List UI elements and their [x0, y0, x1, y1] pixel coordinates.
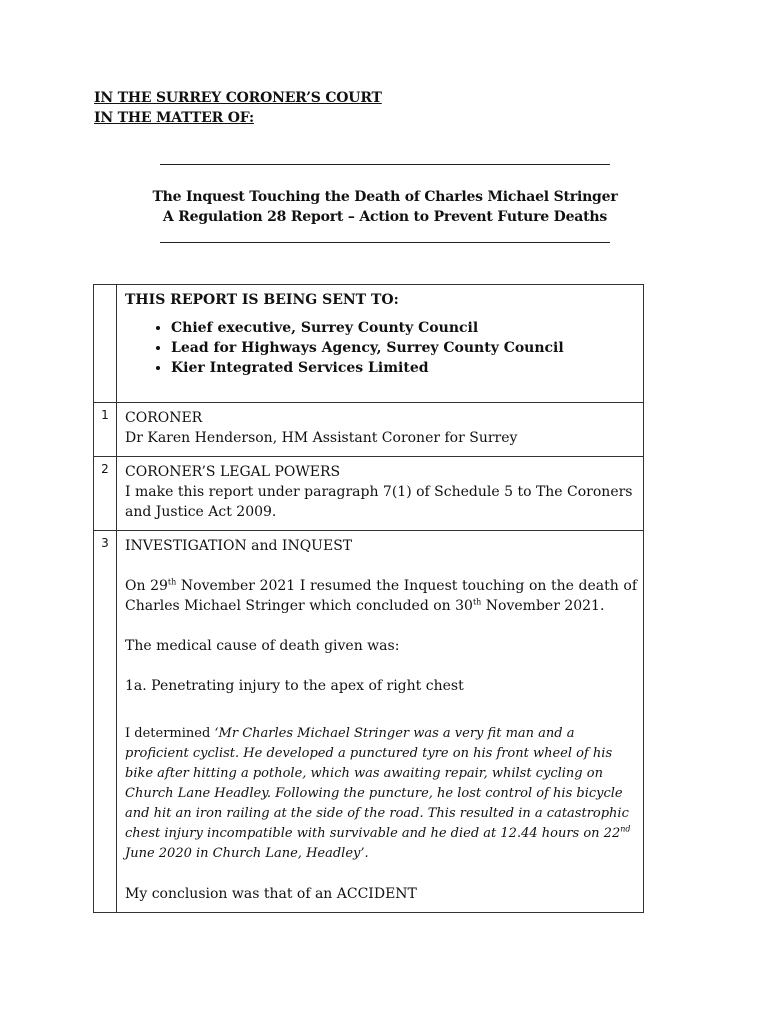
inquest-resumed-text: [125, 576, 637, 616]
cause-intro: The medical cause of death given was:: [125, 638, 400, 654]
conclusion-text: My conclusion was that of an ACCIDENT: [125, 886, 417, 902]
recipients-heading: THIS REPORT IS BEING SENT TO:: [125, 292, 399, 308]
recipients-row: [94, 285, 644, 403]
powers-row: [94, 457, 644, 531]
row-number: 2: [94, 457, 117, 531]
coroner-name: Dr Karen Henderson, HM Assistant Coroner for Surrey: [125, 430, 518, 446]
powers-cell: [117, 457, 644, 531]
report-table: [93, 284, 644, 913]
determination-intro: I determined: [125, 726, 215, 741]
recipient-item: • Lead for Highways Agency, Surrey County Council: [171, 338, 637, 358]
ordinal-suffix: nd: [620, 824, 631, 834]
powers-heading: CORONER’S LEGAL POWERS: [125, 464, 341, 480]
title-bottom-rule: [160, 242, 610, 243]
determination-text: [125, 724, 637, 864]
title-top-rule: [160, 164, 610, 165]
coroner-cell: [117, 403, 644, 457]
investigation-row: [94, 531, 644, 913]
court-heading: IN THE SURREY CORONER’S COURT: [94, 90, 382, 106]
powers-text: I make this report under paragraph 7(1) of Schedule 5 to The Coroners and Justice Act 2009.: [125, 484, 633, 520]
recipient-item: • Kier Integrated Services Limited: [171, 358, 637, 378]
coroner-row: [94, 403, 644, 457]
determination-quote-a: ‘Mr Charles Michael Stringer was a very fit man and a proficient cyclist. He developed a punctured tyre on his front wheel of his bike after hitting a pothole, which was awaiting repair, whilst cycling on Church Lane Headley. Following the puncture, he lost control of his bicycle and hit an iron railing at the side of the road. This resulted in a catastrophic chest injury incompatible with survivable and he died at 12.44 hours on 22: [125, 726, 629, 841]
row-number: 1: [94, 403, 117, 457]
determination-quote-b: June 2020 in Church Lane, Headley’.: [125, 846, 369, 861]
recipients-cell: [117, 285, 644, 403]
coroner-heading: CORONER: [125, 410, 203, 426]
row-number-empty: [94, 285, 117, 403]
recipients-list: [125, 318, 637, 378]
resumed-text-c: November 2021.: [481, 598, 605, 614]
investigation-heading: INVESTIGATION and INQUEST: [125, 538, 353, 554]
ordinal-suffix: th: [472, 597, 482, 607]
row-number: 3: [94, 531, 117, 913]
document-subtitle: A Regulation 28 Report – Action to Prevent Future Deaths: [162, 209, 608, 225]
matter-heading: IN THE MATTER OF:: [94, 110, 254, 126]
resumed-text-b: November 2021 I resumed the Inquest touching on the death of Charles Michael Stringer which concluded on 30: [125, 578, 637, 614]
investigation-cell: [117, 531, 644, 913]
document-title: The Inquest Touching the Death of Charles Michael Stringer: [152, 189, 618, 205]
recipient-item: • Chief executive, Surrey County Council: [171, 318, 637, 338]
cause-of-death: 1a. Penetrating injury to the apex of right chest: [125, 678, 464, 694]
resumed-text-a: On 29: [125, 578, 168, 594]
ordinal-suffix: th: [167, 577, 177, 587]
